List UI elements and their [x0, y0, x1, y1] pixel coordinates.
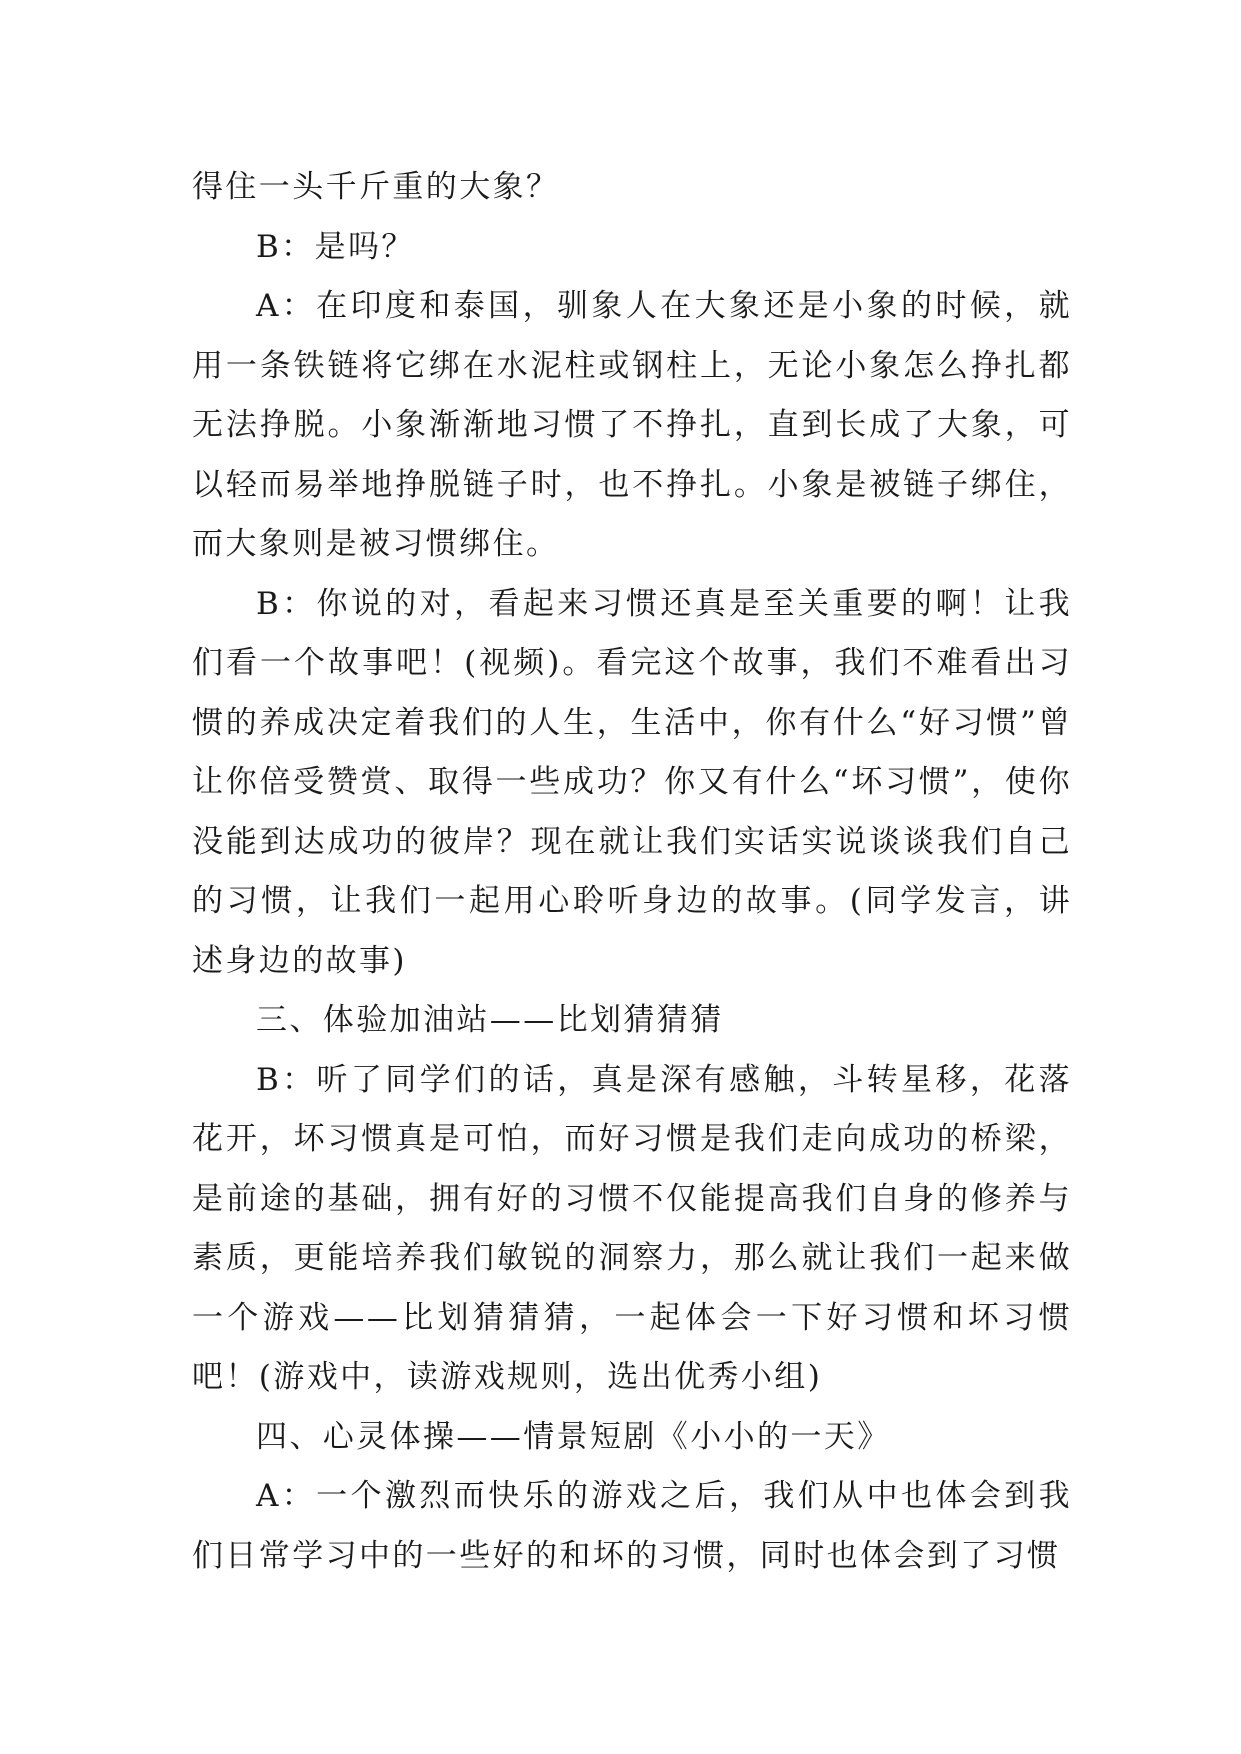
- paragraph-4: B：你说的对，看起来习惯还真是至关重要的啊！让我们看一个故事吧！(视频)。看完这个故事，我们不难看出习惯的养成决定着我们的人生，生活中，你有什么“好习惯”曾让你倍受赞赏、取得一些成功？你又有什么“坏习惯”，使你没能到达成功的彼岸？现在就让我们实话实说谈谈我们自己的习惯，让我们一起用心聆听身边的故事。(同学发言，讲述身边的故事): [192, 585, 1072, 979]
- section-heading-3: 三、体验加油站——比划猜猜猜: [256, 1002, 724, 1038]
- section-heading-4: 四、心灵体操——情景短剧《小小的一天》: [256, 1418, 891, 1455]
- paragraph-8: A：一个激烈而快乐的游戏之后，我们从中也体会到我们日常学习中的一些好的和坏的习惯，同时也体会到了习惯: [192, 1478, 1072, 1574]
- paragraph-1: 得住一头千斤重的大象？: [192, 169, 560, 205]
- paragraph-6: B：听了同学们的话，真是深有感触，斗转星移，花落花开，坏习惯真是可怕，而好习惯是我们走向成功的桥梁，是前途的基础，拥有好的习惯不仅能提高我们自身的修养与素质，更能培养我们敏锐的洞察力，那么就让我们一起来做一个游戏——比划猜猜猜，一起体会一下好习惯和坏习惯吧！(游戏中，读游戏规则，选出优秀小组): [192, 1061, 1072, 1395]
- paragraph-2: B：是吗？: [256, 228, 415, 265]
- document-body: [192, 158, 1072, 1586]
- paragraph-3: A：在印度和泰国，驯象人在大象还是小象的时候，就用一条铁链将它绑在水泥柱或钢柱上，无论小象怎么挣扎都无法挣脱。小象渐渐地习惯了不挣扎，直到长成了大象，可以轻而易举地挣脱链子时，也不挣扎。小象是被链子绑住，而大象则是被习惯绑住。: [192, 288, 1072, 562]
